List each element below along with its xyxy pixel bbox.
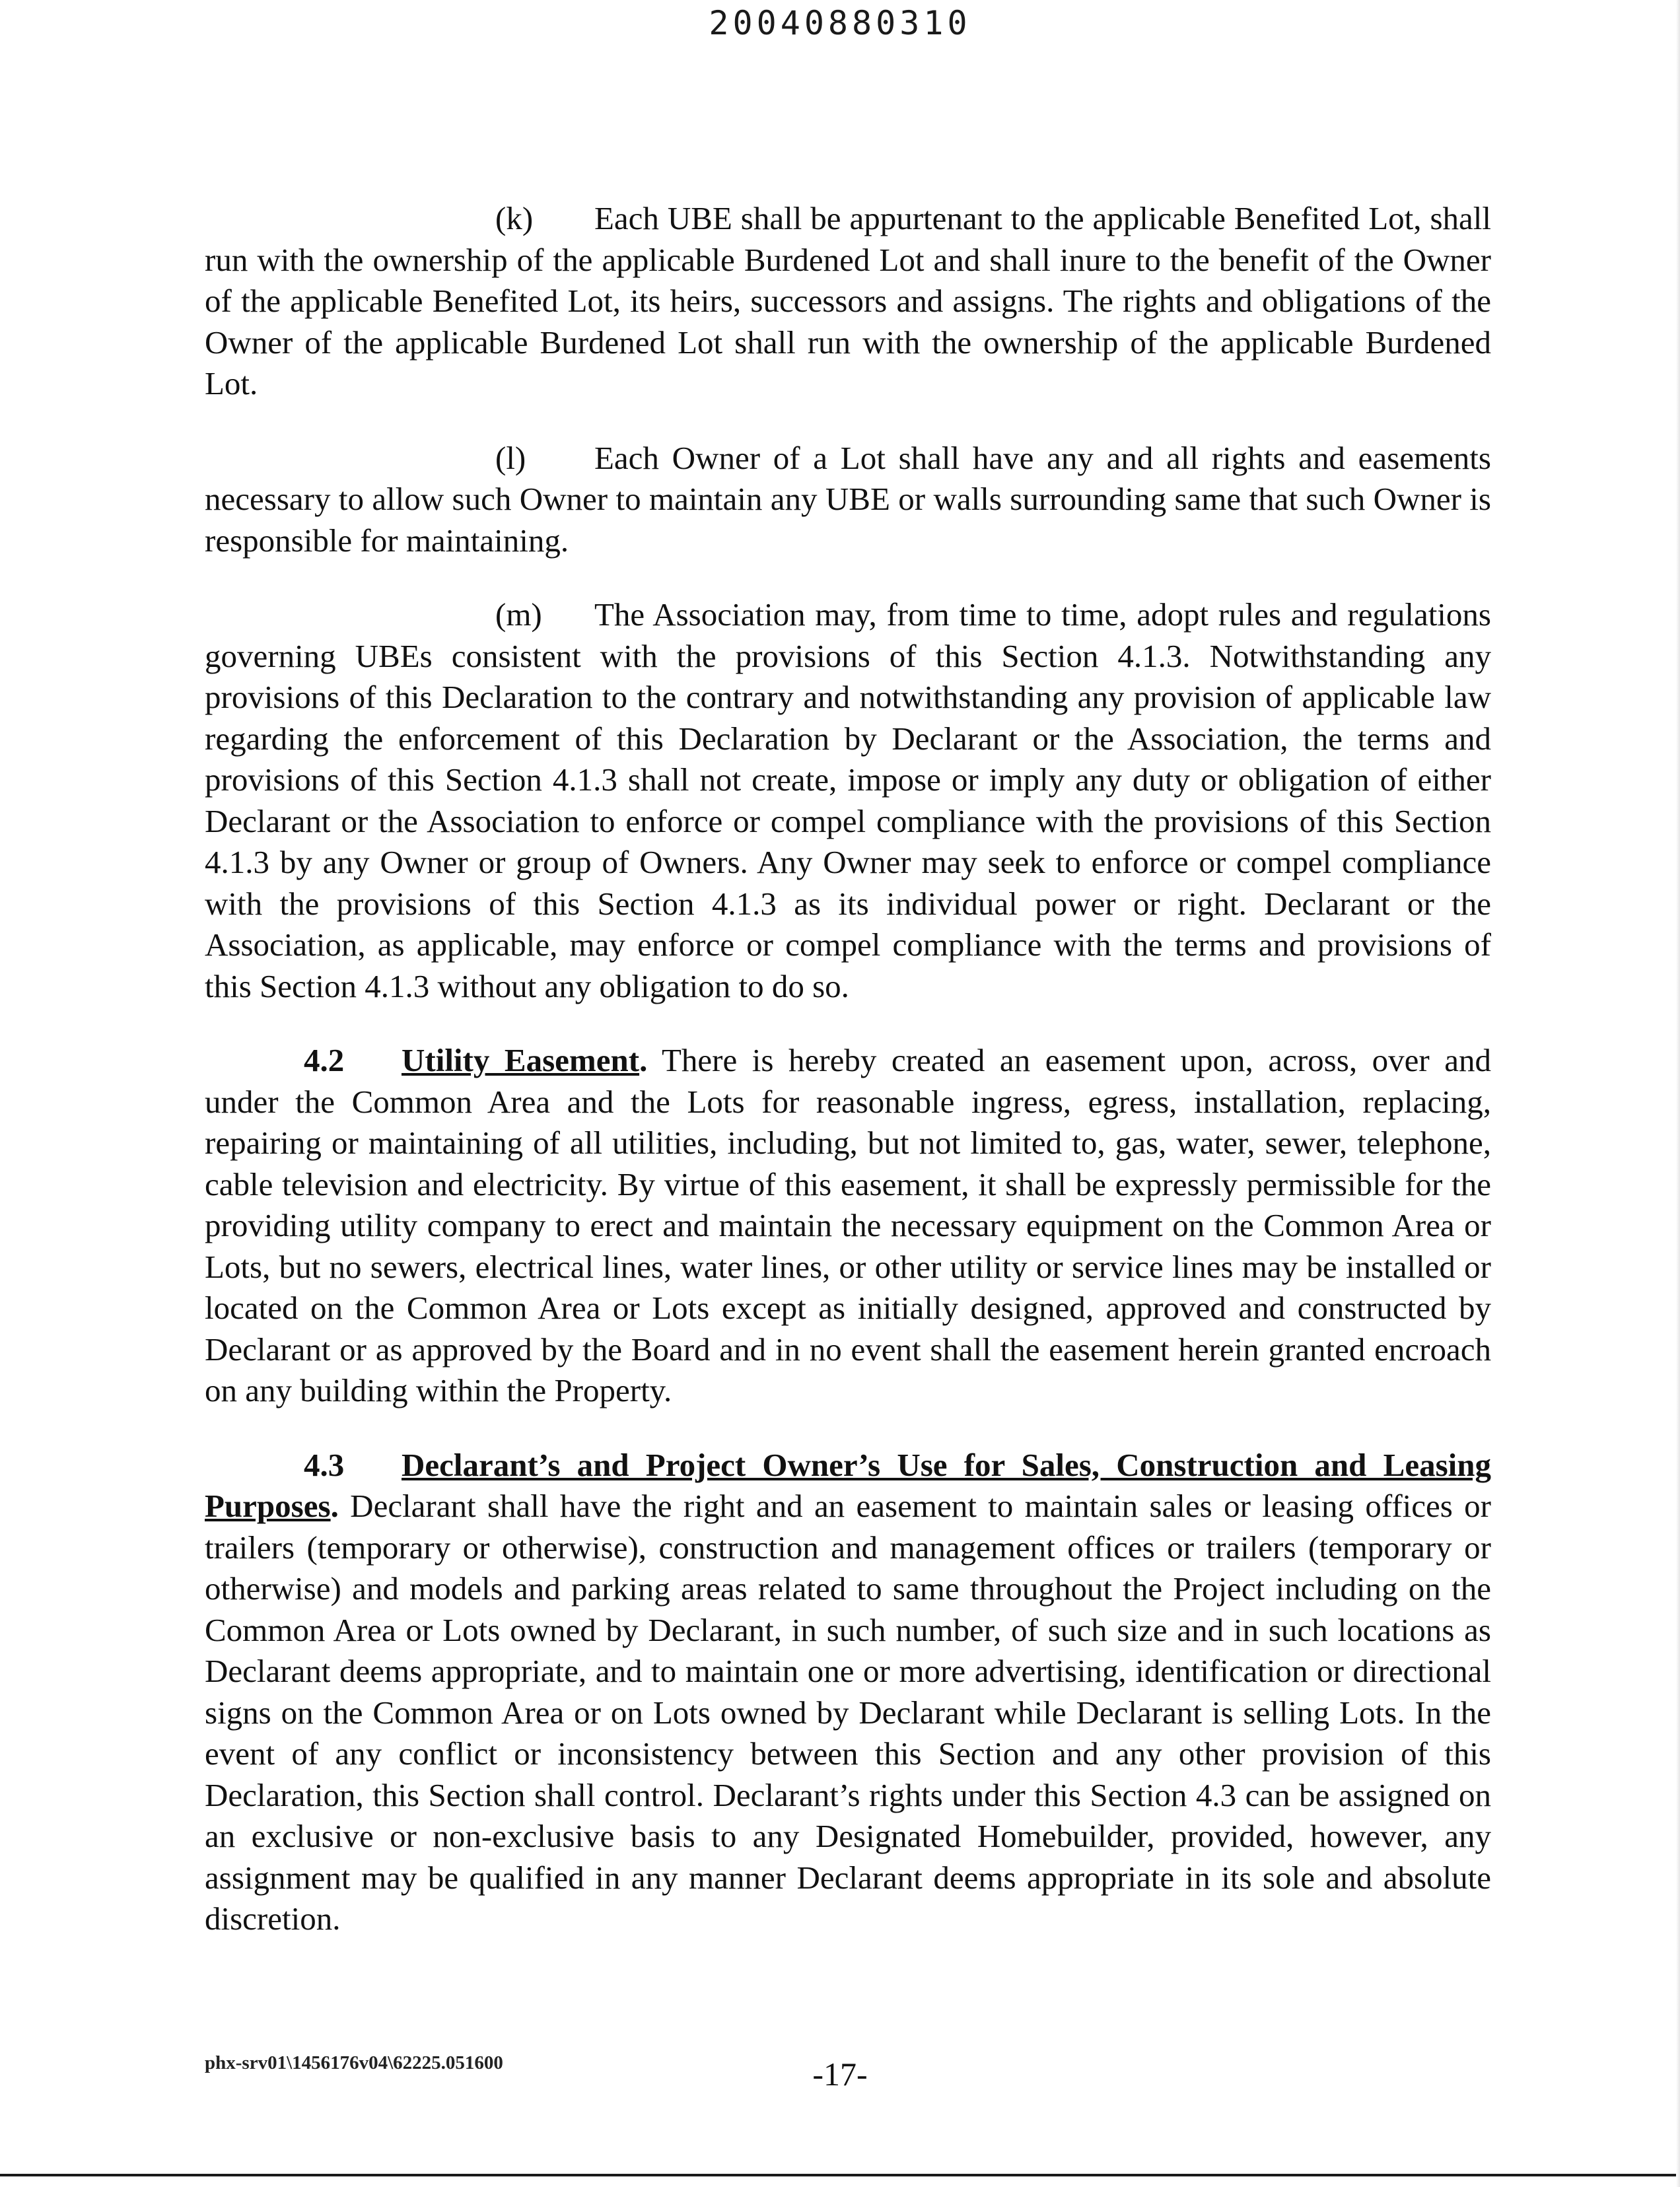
section-4-3-number: 4.3 [304,1446,345,1483]
paragraph-l-text: Each Owner of a Lot shall have any and all rights and easements necessary to allow such Owner to maintain any UBE or walls surrounding same that such Owner is responsible for maintaining. [205,439,1491,559]
section-4-2 [205,1040,1491,1412]
section-4-2-title: Utility Easement [402,1042,640,1078]
paragraph-l-label: (l) [495,439,526,476]
bottom-rule [0,2174,1680,2176]
paragraph-k [205,198,1491,405]
page-number: -17- [812,2056,868,2093]
section-4-3 [205,1445,1491,1940]
footer-file-path: phx-srv01\1456176v04\62225.051600 [205,2052,503,2073]
section-4-2-number: 4.2 [304,1042,345,1078]
document-body [205,198,1491,1940]
section-4-2-title-period: . [639,1042,648,1078]
section-4-3-text: Declarant shall have the right and an easement to maintain sales or leasing offices or trailers (temporary or otherwise), construction and management offices or trailers (temporary or otherwise) and models and parking areas related to same throughout the Project including on the Common Area or Lots owned by Declarant, in such number, of such size and in such locations as Declarant deems appropriate, and to maintain one or more advertising, identification or directional signs on the Common Area or on Lots owned by Declarant while Declarant is selling Lots. In the event of any conflict or inconsistency between this Section and any other provision of this Declaration, this Section shall control. Declarant’s rights under this Section 4.3 can be assigned on an exclusive or non-exclusive basis to any Designated Homebuilder, provided, however, any assignment may be qualified in any manner Declarant deems appropriate in its sole and absolute discretion. [205,1488,1491,1937]
paragraph-l [205,438,1491,562]
paragraph-k-text: Each UBE shall be appurtenant to the applicable Benefited Lot, shall run with the ownership of the applicable Burdened Lot and shall inure to the benefit of the Owner of the applicable Benefited Lot, its heirs, successors and assigns. The rights and obligations of the Owner of the applicable Burdened Lot shall run with the ownership of the applicable Burdened Lot. [205,200,1491,401]
section-4-3-title: Declarant’s and Project Owner’s Use for Sales, Construction and Leasing Purposes [205,1446,1491,1524]
section-4-3-title-period: . [330,1488,339,1524]
paragraph-m-label: (m) [495,596,542,633]
scan-edge [1676,0,1680,2187]
paragraph-k-label: (k) [495,200,534,236]
document-number: 20040880310 [709,4,971,42]
section-4-2-text: There is hereby created an easement upon, across, over and under the Common Area and the Lots for reasonable ingress, egress, installation, replacing, repairing or maintaining of all utilities, including, but not limited to, gas, water, sewer, telephone, cable television and electricity. By virtue of this easement, it shall be expressly permissible for the providing utility company to erect and maintain the necessary equipment on the Common Area or Lots, but no sewers, electrical lines, water lines, or other utility or service lines may be installed or located on the Common Area or Lots except as initially designed, approved and constructed by Declarant or as approved by the Board and in no event shall the easement herein granted encroach on any building within the Property. [205,1042,1491,1408]
paragraph-m [205,594,1491,1007]
paragraph-m-text: The Association may, from time to time, adopt rules and regulations governing UBEs consistent with the provisions of this Section 4.1.3. Notwithstanding any provisions of this Declaration to the contrary and notwithstanding any provision of applicable law regarding the enforcement of this Declaration by Declarant or the Association, the terms and provisions of this Section 4.1.3 shall not create, impose or imply any duty or obligation of either Declarant or the Association to enforce or compel compliance with the provisions of this Section 4.1.3 by any Owner or group of Owners. Any Owner may seek to enforce or compel compliance with the provisions of this Section 4.1.3 as its individual power or right. Declarant or the Association, as applicable, may enforce or compel compliance with the terms and provisions of this Section 4.1.3 without any obligation to do so. [205,596,1491,1004]
